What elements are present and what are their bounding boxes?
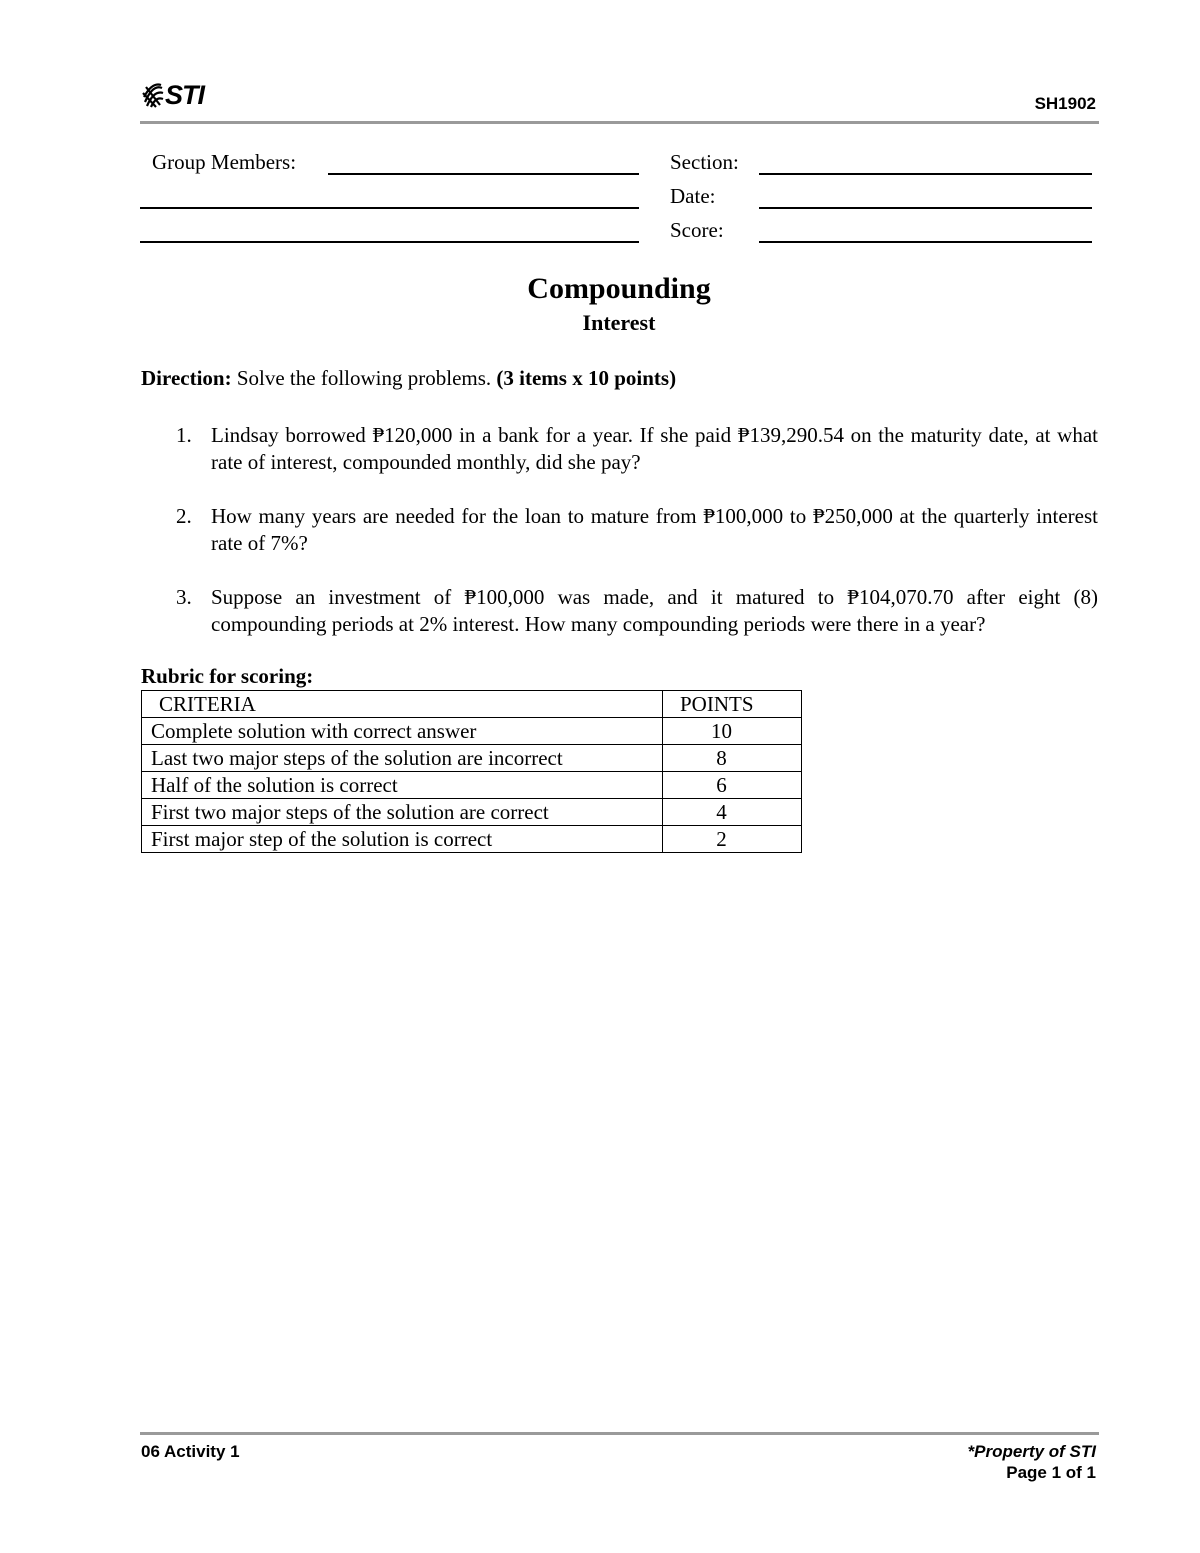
document-title: Compounding xyxy=(527,272,711,305)
criteria-cell: Last two major steps of the solution are incorrect xyxy=(142,745,663,772)
group-members-line-2[interactable] xyxy=(140,207,639,209)
points-cell: 2 xyxy=(663,826,802,853)
globe-icon xyxy=(142,82,164,108)
table-row xyxy=(142,745,802,772)
group-members-line-3[interactable] xyxy=(140,241,639,243)
header-divider xyxy=(140,121,1099,124)
section-line[interactable] xyxy=(759,173,1092,175)
criteria-cell: Half of the solution is correct xyxy=(142,772,663,799)
table-row xyxy=(142,772,802,799)
direction-text: Solve the following problems. xyxy=(236,366,492,390)
document-code: SH1902 xyxy=(1034,94,1096,113)
points-cell: 8 xyxy=(663,745,802,772)
direction-label: Direction: xyxy=(141,366,232,390)
problem-number: 1. xyxy=(176,423,192,447)
date-line[interactable] xyxy=(759,207,1092,209)
table-header-row xyxy=(142,691,802,718)
document-subtitle: Interest xyxy=(582,310,656,335)
section-label: Section: xyxy=(670,150,739,174)
score-line[interactable] xyxy=(759,241,1092,243)
criteria-cell: Complete solution with correct answer xyxy=(142,718,663,745)
problem-text: Lindsay borrowed ₱120,000 in a bank for a year. If she paid ₱139,290.54 on the maturity date, at what rate of interest, compounded monthly, did she pay? xyxy=(211,423,1098,474)
points-header: POINTS xyxy=(663,691,802,718)
table-row xyxy=(142,718,802,745)
points-cell: 6 xyxy=(663,772,802,799)
table-row xyxy=(142,826,802,853)
problem-number: 2. xyxy=(176,504,192,528)
criteria-cell: First major step of the solution is correct xyxy=(142,826,663,853)
problem-text: Suppose an investment of ₱100,000 was made, and it matured to ₱104,070.70 after eight (8) compounding periods at 2% interest. How many compounding periods were there in a year? xyxy=(211,585,1098,636)
footer-property: *Property of STI xyxy=(967,1442,1096,1461)
table-row xyxy=(142,799,802,826)
criteria-cell: First two major steps of the solution are correct xyxy=(142,799,663,826)
criteria-header: CRITERIA xyxy=(142,691,663,718)
direction xyxy=(141,366,676,391)
group-members-line-1[interactable] xyxy=(328,173,639,175)
score-label: Score: xyxy=(670,218,724,242)
footer-divider xyxy=(140,1432,1099,1435)
rubric-label: Rubric for scoring: xyxy=(141,664,314,688)
sti-logo xyxy=(142,80,212,110)
rubric-table xyxy=(141,690,802,853)
footer-activity: 06 Activity 1 xyxy=(141,1442,240,1461)
problem-number: 3. xyxy=(176,585,192,609)
points-cell: 4 xyxy=(663,799,802,826)
points-cell: 10 xyxy=(663,718,802,745)
date-label: Date: xyxy=(670,184,716,208)
problem-text: How many years are needed for the loan to mature from ₱100,000 to ₱250,000 at the quarterly interest rate of 7%? xyxy=(211,504,1098,555)
footer-page-number: Page 1 of 1 xyxy=(1006,1463,1096,1482)
group-members-label: Group Members: xyxy=(152,150,297,174)
problem-item xyxy=(176,422,1098,476)
logo-text: STI xyxy=(165,79,205,110)
problem-item xyxy=(176,584,1098,638)
problem-item xyxy=(176,503,1098,557)
direction-points-note: (3 items x 10 points) xyxy=(496,366,677,390)
